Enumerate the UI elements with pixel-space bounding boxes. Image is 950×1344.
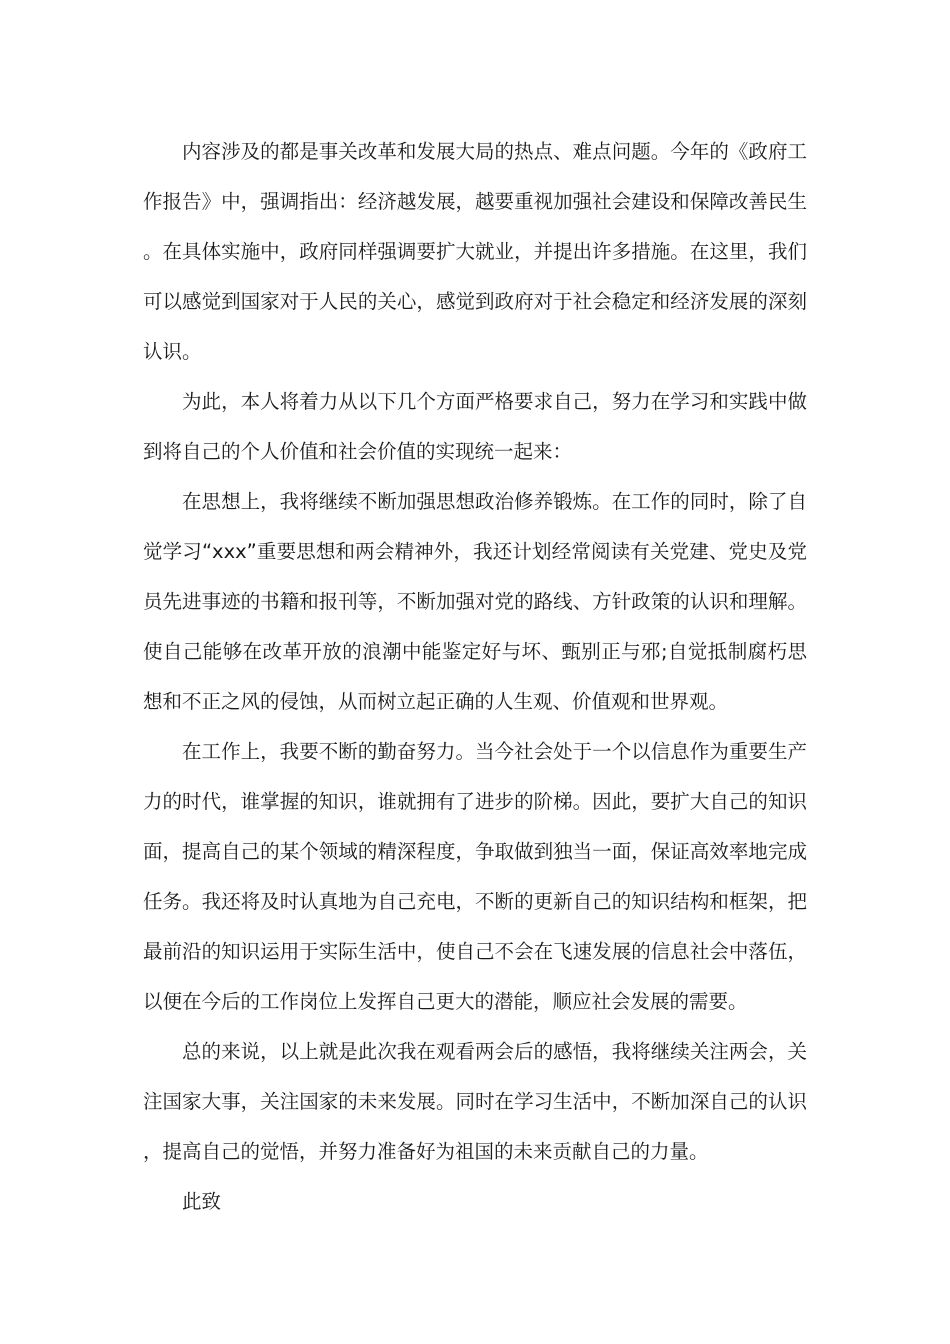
paragraph-intro: 内容涉及的都是事关改革和发展大局的热点、难点问题。今年的《政府工作报告》中，强调指出：经济越发展，越要重视加强社会建设和保障改善民生。在具体实施中，政府同样强调要扩大就业，并提出许多措施。在这里，我们可以感觉到国家对于人民的关心，感觉到政府对于社会稳定和经济发展的深刻认识。 [143,140,807,363]
document-body [143,127,807,1227]
closing-salutation: 此致 [182,1190,222,1213]
paragraph-work: 在工作上，我要不断的勤奋努力。当今社会处于一个以信息作为重要生产力的时代，谁掌握的知识，谁就拥有了进步的阶梯。因此，要扩大自己的知识面，提高自己的某个领域的精深程度，争取做到独当一面，保证高效率地完成任务。我还将及时认真地为自己充电，不断的更新自己的知识结构和框架，把最前沿的知识运用于实际生活中，使自己不会在飞速发展的信息社会中落伍，以便在今后的工作岗位上发挥自己更大的潜能，顺应社会发展的需要。 [143,740,807,1013]
paragraph-summary: 总的来说，以上就是此次我在观看两会后的感悟，我将继续关注两会，关注国家大事，关注国家的未来发展。同时在学习生活中，不断加深自己的认识，提高自己的觉悟，并努力准备好为祖国的未来贡献自己的力量。 [143,1040,807,1163]
paragraph-resolution: 为此，本人将着力从以下几个方面严格要求自己，努力在学习和实践中做到将自己的个人价值和社会价值的实现统一起来： [143,390,807,463]
paragraph-thought: 在思想上，我将继续不断加强思想政治修养锻炼。在工作的同时，除了自觉学习“xxx”重要思想和两会精神外，我还计划经常阅读有关党建、党史及党员先进事迹的书籍和报刊等，不断加强对党的路线、方针政策的认识和理解。使自己能够在改革开放的浪潮中能鉴定好与坏、甄别正与邪;自觉抵制腐朽思想和不正之风的侵蚀，从而树立起正确的人生观、价值观和世界观。 [143,490,807,713]
